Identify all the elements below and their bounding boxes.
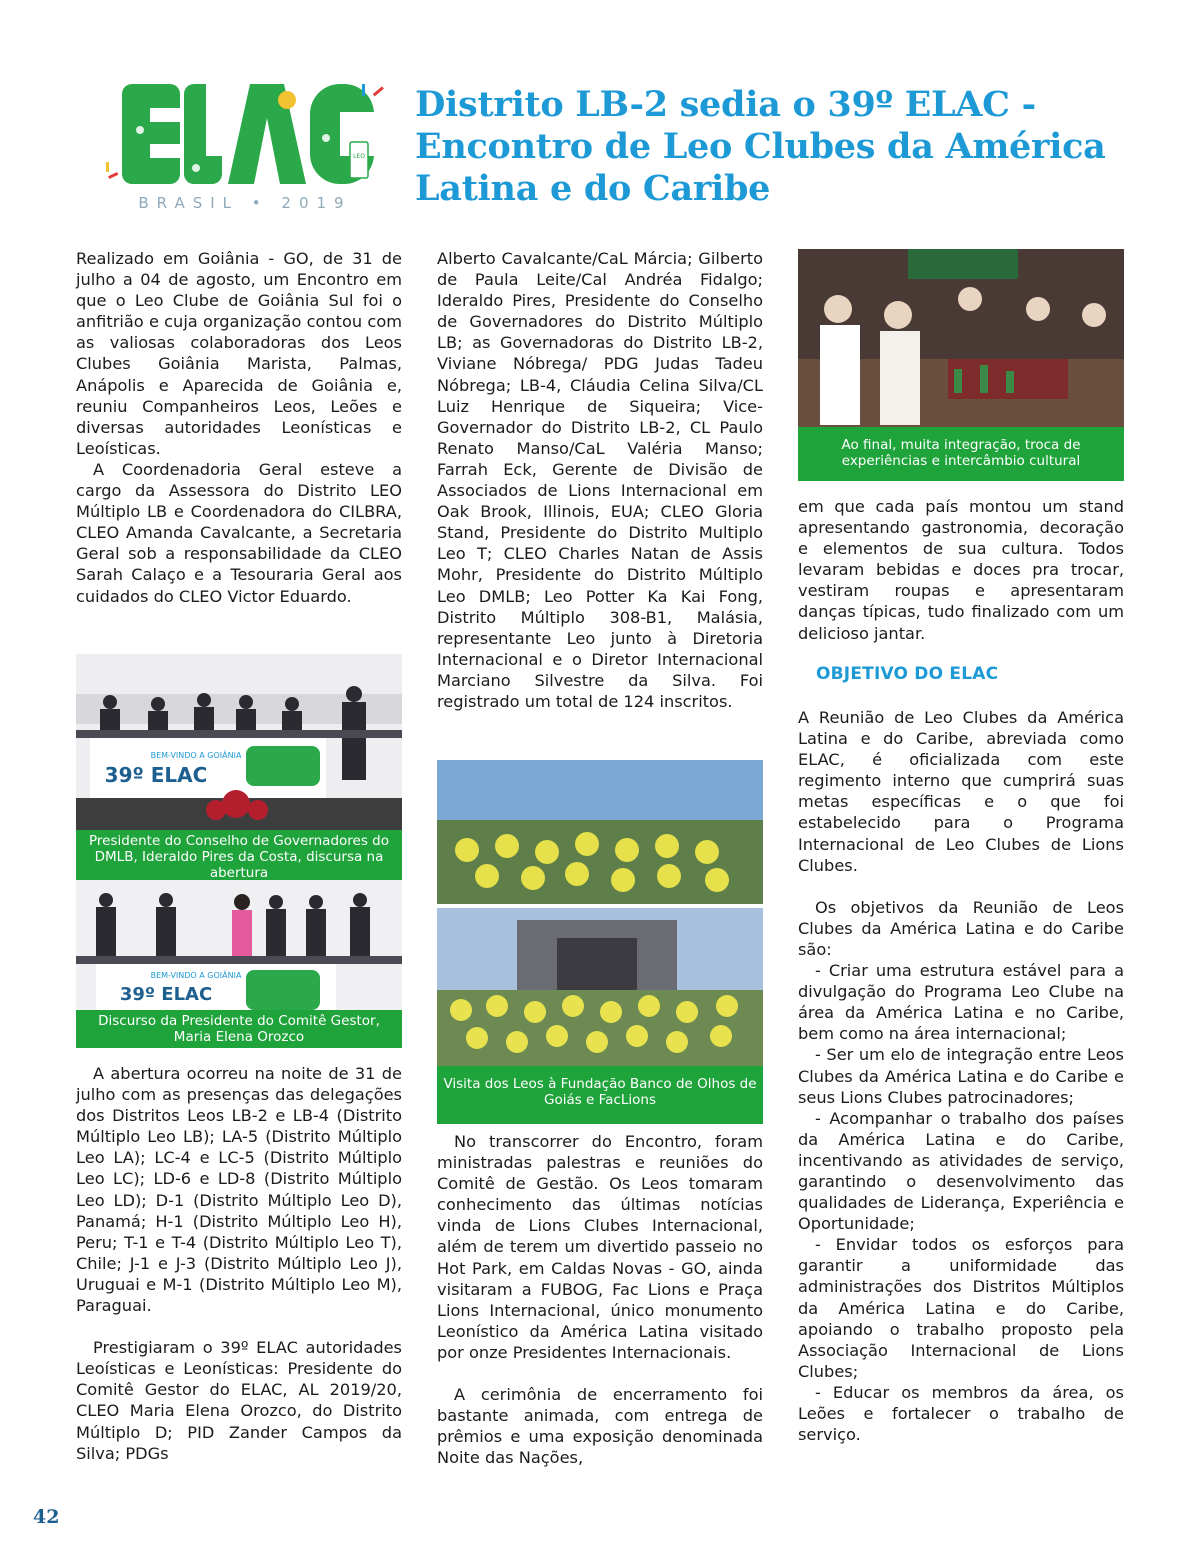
banner-top-text: BEM-VINDO A GOIÂNIA xyxy=(150,751,242,760)
page-number: 42 xyxy=(33,1506,60,1528)
column-1-bottom xyxy=(76,1063,402,1464)
elac-brasil-2019-logo xyxy=(100,78,390,218)
objective-item: - Criar uma estrutura estável para a divulgação do Programa Leo Clube na área da América Latina e no Caribe, bem como na área internacional; xyxy=(798,961,1124,1044)
photo-integration xyxy=(798,249,1124,481)
article-headline: Distrito LB-2 sedia o 39º ELAC - Encontro de Leo Clubes da América Latina e do Caribe xyxy=(415,84,1106,209)
photo-caption-president: Discurso da Presidente do Comitê Gestor, Maria Elena Orozco xyxy=(76,1010,402,1048)
section-heading-objetivo: OBJETIVO DO ELAC xyxy=(816,664,999,684)
objective-item: - Educar os membros da área, os Leões e fortalecer o trabalho de serviço. xyxy=(798,1382,1124,1445)
photo-caption-integration: Ao final, muita integração, troca de experiências e intercâmbio cultural xyxy=(798,427,1124,481)
paragraph-intro: Realizado em Goiânia - GO, de 31 de julho a 04 de agosto, um Encontro em que o Leo Clube de Goiânia Sul foi o anfitrião e cuja organização contou com as valiosas colaboradoras dos Leos Clubes Goiânia Marista, Palmas, Anápolis e Aparecida de Goiânia e, reuniu Companheiros Leos, Leões e diversas autoridades Leonísticas e Leoísticas. xyxy=(76,249,402,458)
column-3-bottom xyxy=(798,707,1124,1445)
paragraph-elac-definition: A Reunião de Leo Clubes da América Latina e do Caribe, abreviada como ELAC, é oficializada com este regimento interno que cumprirá suas metas específicas e o que foi estabelecido para o Programa Internacional de Leo Clubes de Lions Clubes. xyxy=(798,708,1124,875)
banner-title-2: 39º ELAC xyxy=(119,984,213,1005)
column-3-top xyxy=(798,496,1124,644)
logo-subtitle: BRASIL • 2019 xyxy=(138,194,352,212)
paragraph-closing: A cerimônia de encerramento foi bastante animada, com entrega de prêmios e uma exposição denominada Noite das Nações, xyxy=(437,1385,763,1468)
column-2-top xyxy=(437,248,763,712)
objective-item: - Envidar todos os esforços para garantir a uniformidade das administrações dos Distritos Múltiplos da América Latina e do Caribe, apoiando o trabalho proposto pela Associação Internacional de Lions Clubes; xyxy=(798,1235,1124,1381)
paragraph-opening: A abertura ocorreu na noite de 31 de julho com as presenças das delegações dos Distritos Leos LB-2 e LB-4 (Distrito Múltiplo Leo LB); LA-5 (Distrito Múltiplo Leo LA); LC-4 e LC-5 (Distrito Múltiplo Leo LC); LD-6 e LD-8 (Distrito Múltiplo Leo LD); D-1 (Distrito Múltiplo Leo D), Panamá; H-1 (Distrito Múltiplo Leo H), Peru; T-1 e T-4 (Distrito Múltiplo Leo T), Chile; J-1 e J-3 (Distrito Múltiplo Leo J), Uruguai e M-1 (Distrito Múltiplo Leo M), Paraguai. xyxy=(76,1064,402,1316)
objective-item: - Acompanhar o trabalho dos países da América Latina e do Caribe, incentivando as atividades de serviço, garantindo o desenvolvimento das qualidades de Liderança, Experiência e Oportunidade; xyxy=(798,1108,1124,1234)
photo-caption-opening: Presidente do Conselho de Governadores do DMLB, Ideraldo Pires da Costa, discursa na abertura xyxy=(76,830,402,880)
paragraph-coordination: A Coordenadoria Geral esteve a cargo da Assessora do Distrito LEO Múltiplo LB e Coordenadora do CILBRA, CLEO Amanda Cavalcante, a Secretaria Geral sob a responsabilidade da CLEO Sarah Calaço e a Tesouraria Geral aos cuidados do CLEO Victor Eduardo. xyxy=(76,459,402,606)
photo-caption-group: Visita dos Leos à Fundação Banco de Olhos de Goiás e FacLions xyxy=(437,1066,763,1124)
banner-title: 39º ELAC xyxy=(104,763,208,787)
photo-president-speech xyxy=(76,880,402,1048)
paragraph-authorities: Prestigiaram o 39º ELAC autoridades Leoísticas e Leonísticas: Presidente do Comitê Gestor do ELAC, AL 2019/20, CLEO Maria Elena Orozco, do Distrito Múltiplo D; PID Zander Campos da Silva; PDGs xyxy=(76,1338,402,1463)
paragraph-objectives-intro: Os objetivos da Reunião de Leos Clubes da América Latina e do Caribe são: xyxy=(798,897,1124,959)
photo-opening-ceremony xyxy=(76,654,402,880)
column-2-bottom xyxy=(437,1131,763,1468)
banner-top-text-2: BEM-VINDO A GOIÂNIA xyxy=(150,971,242,980)
paragraph-meetings: No transcorrer do Encontro, foram ministradas palestras e reuniões do Comitê de Gestão. Os Leos tomaram conhecimento das últimas notícias vinda de Lions Clubes Internacional, além de terem um divertido passeio no Hot Park, em Caldas Novas - GO, ainda visitaram a FUBOG, Fac Lions e Praça Lions Internacional, único monumento Leonístico da América Latina visitado por onze Presidentes Internacionais. xyxy=(437,1132,763,1362)
objective-item: - Ser um elo de integração entre Leos Clubes da América Latina e do Caribe e seus Lions Clubes patrocinadores; xyxy=(798,1045,1124,1107)
column-1-top xyxy=(76,248,402,607)
paragraph-nations: em que cada país montou um stand apresentando gastronomia, decoração e elementos de sua cultura. Todos levaram bebidas e doces pra trocar, vestiram roupas e apresentaram danças típicas, tudo finalizado com um delicioso jantar. xyxy=(798,497,1124,643)
leo-badge: LEO xyxy=(353,153,365,160)
paragraph-authorities-continued: Alberto Cavalcante/CaL Márcia; Gilberto de Paula Leite/Cal Andréa Fidalgo; Ideraldo Pires, Presidente do Conselho de Governadores do Distrito Múltiplo LB; as Governadoras do Distrito LB-2, Viviane Nóbrega/ PDG Judas Tadeu Nóbrega; LB-4, Cláudia Celina Silva/CL Luiz Henrique de Siqueira; Vice-Governador do Distrito LB-2, CL Paulo Renato Manso/CaL Valéria Manso; Farrah Eck, Gerente de Divisão de Associados de Lions Internacional em Oak Brook, Illinois, EUA; CLEO Gloria Stand, Presidente do Distrito Multiplo Leo T; CLEO Charles Natan de Assis Mohr, Presidente do Distrito Múltiplo Leo DMLB; Leo Potter Ka Kai Fong, Distrito Múltiplo 308-B1, Malásia, representante Leo junto à Diretoria Internacional e o Diretor Internacional Marciano Silvestre da Silva. Foi registrado um total de 124 inscritos. xyxy=(437,249,763,711)
photo-group-visit xyxy=(437,760,763,1124)
